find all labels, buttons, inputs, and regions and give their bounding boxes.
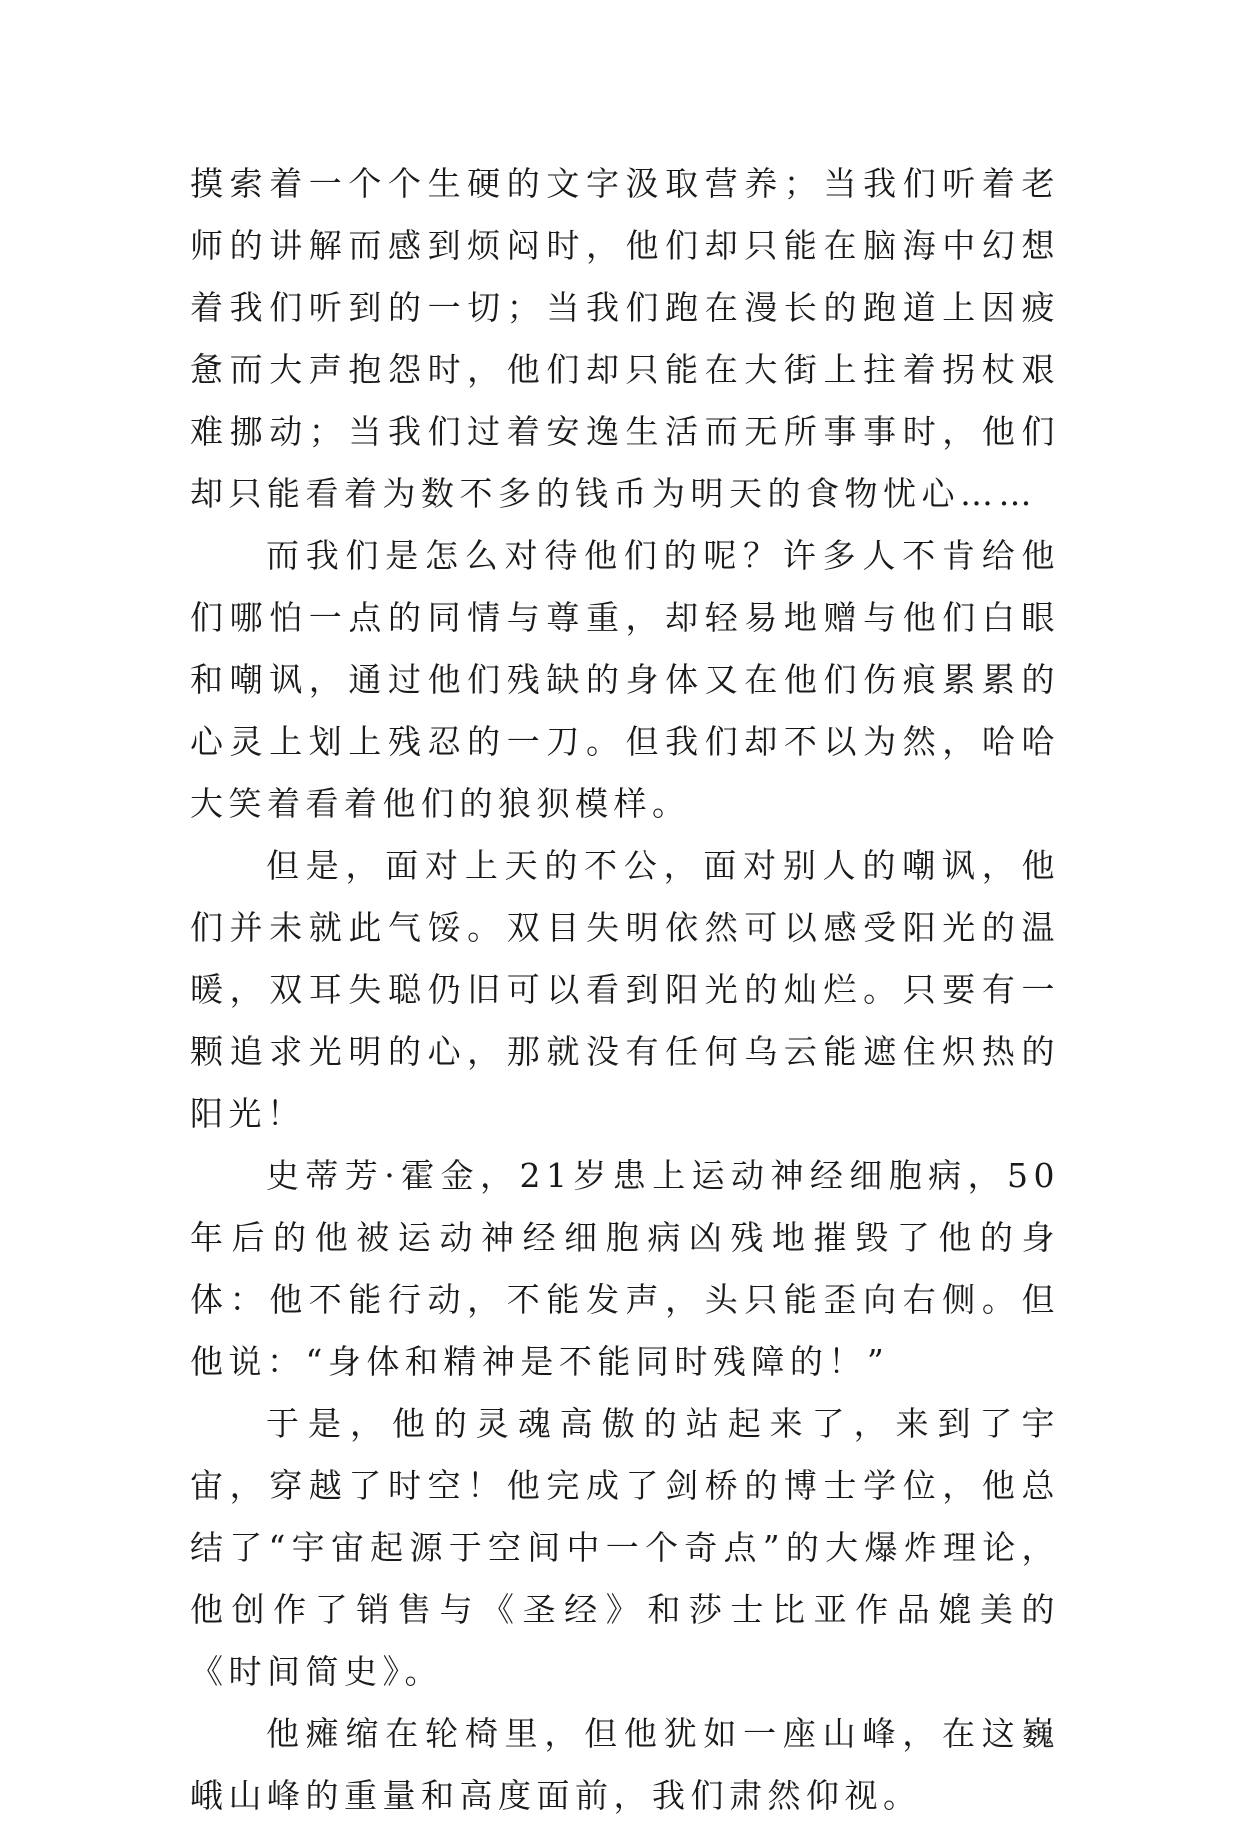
paragraph-1: 摸索着一个个生硬的文字汲取营养；当我们听着老师的讲解而感到烦闷时，他们却只能在脑海中幻想着我们听到的一切；当我们跑在漫长的跑道上因疲惫而大声抱怨时，他们却只能在大街上拄着拐杖艰难挪动；当我们过着安逸生活而无所事事时，他们却只能看着为数不多的钱币为明天的食物忧心…… <box>190 164 1060 513</box>
document-body <box>190 153 1060 1827</box>
paragraph-6: 他瘫缩在轮椅里，但他犹如一座山峰，在这巍峨山峰的重量和高度面前，我们肃然仰视。 <box>190 1714 1060 1815</box>
paragraph-5: 于是，他的灵魂高傲的站起来了，来到了宇宙，穿越了时空！他完成了剑桥的博士学位，他总结了“宇宙起源于空间中一个奇点”的大爆炸理论，他创作了销售与《圣经》和莎士比亚作品媲美的《时间简史》。 <box>190 1404 1060 1691</box>
paragraph-4: 史蒂芳·霍金，21岁患上运动神经细胞病，50年后的他被运动神经细胞病凶残地摧毁了他的身体：他不能行动，不能发声，头只能歪向右侧。但他说：“身体和精神是不能同时残障的！” <box>190 1156 1060 1381</box>
paragraph-3: 但是，面对上天的不公，面对别人的嘲讽，他们并未就此气馁。双目失明依然可以感受阳光的温暖，双耳失聪仍旧可以看到阳光的灿烂。只要有一颗追求光明的心，那就没有任何乌云能遮住炽热的阳光！ <box>190 846 1060 1133</box>
paragraph-2: 而我们是怎么对待他们的呢？许多人不肯给他们哪怕一点的同情与尊重，却轻易地赠与他们白眼和嘲讽，通过他们残缺的身体又在他们伤痕累累的心灵上划上残忍的一刀。但我们却不以为然，哈哈大笑着看着他们的狼狈模样。 <box>190 536 1060 823</box>
